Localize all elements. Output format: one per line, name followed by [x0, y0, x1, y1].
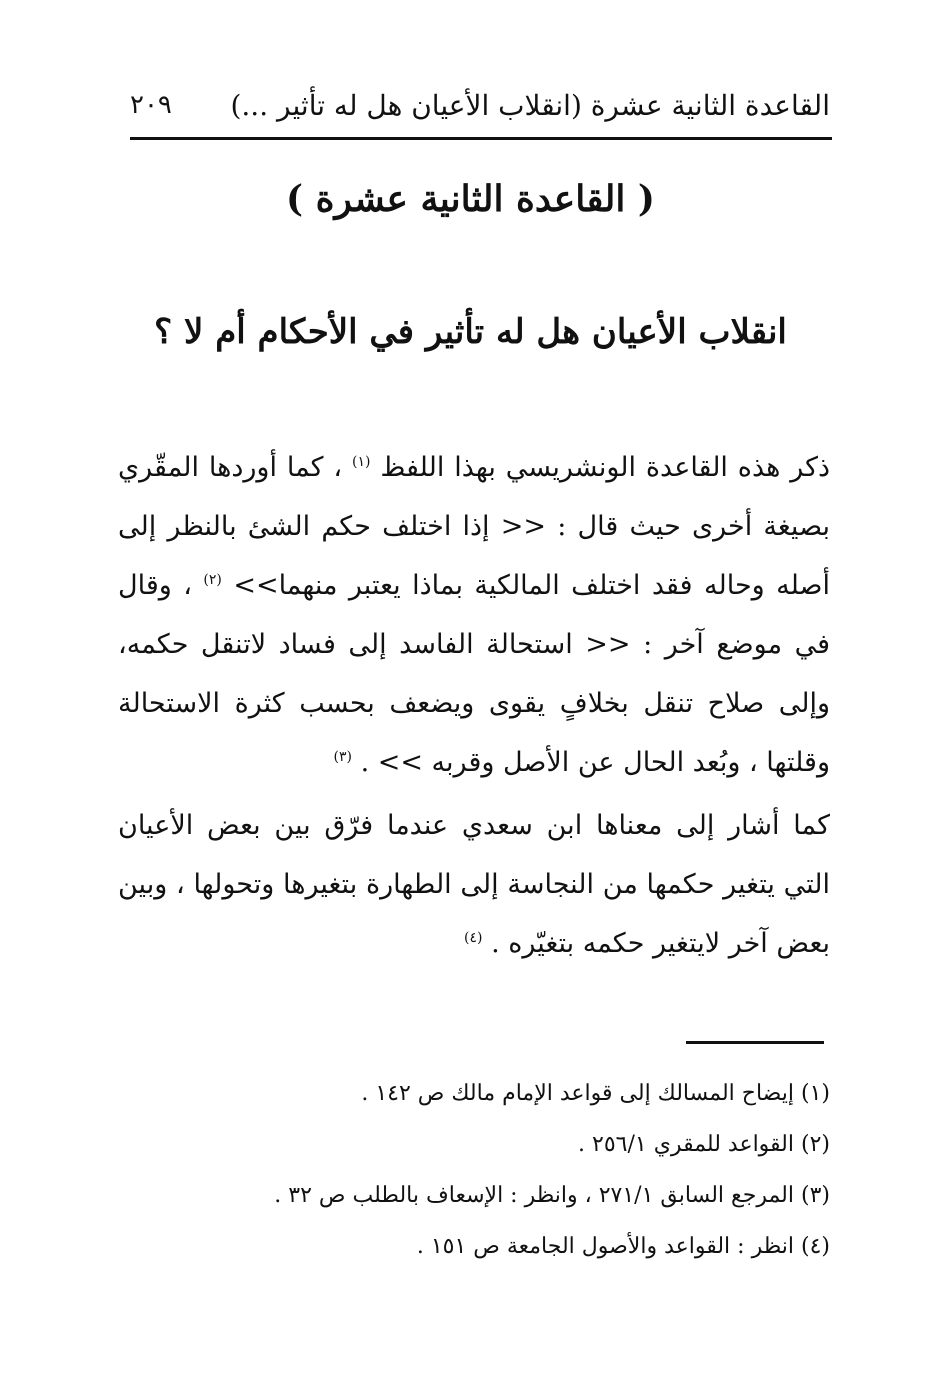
- paragraph-text: ، كما أوردها المقّري بصيغة أخرى حيث قال : << إذا اختلف حكم الشئ بالنظر إلى أصله وحاله فقد اختلف المالكية بماذا يعتبر منهما>>: [118, 452, 830, 601]
- running-title: القاعدة الثانية عشرة (انقلاب الأعيان هل له تأثير ...): [230, 88, 830, 122]
- footnote-ref: (٤): [464, 930, 483, 946]
- body-paragraph: [118, 796, 830, 973]
- header-rule: [130, 137, 832, 140]
- footnote: (١) إيضاح المسالك إلى قواعد الإمام مالك ص ١٤٢ .: [361, 1081, 830, 1106]
- footnotes: [150, 1068, 830, 1272]
- body-text: [118, 438, 830, 973]
- footnote: (٣) المرجع السابق ٢٧١/١ ، وانظر : الإسعاف بالطلب ص ٣٢ .: [274, 1183, 830, 1208]
- chapter-title: ( القاعدة الثانية عشرة ): [286, 178, 655, 220]
- footnote-ref: (٣): [333, 749, 352, 765]
- running-header: [130, 80, 830, 130]
- page-number: ٢٠٩: [130, 90, 172, 120]
- paragraph-text: كما أشار إلى معناها ابن سعدي عندما فرّق بين بعض الأعيان التي يتغير حكمها من النجاسة إلى الطهارة بتغيرها وتحولها ، وبين بعض آخر لايتغير حكمه بتغيّره .: [118, 810, 830, 959]
- footnote-ref: (١): [352, 454, 371, 470]
- footnote-ref: (٢): [203, 572, 222, 588]
- footnote-rule: [686, 1041, 824, 1044]
- footnote: (٤) انظر : القواعد والأصول الجامعة ص ١٥١ .: [416, 1234, 830, 1259]
- body-paragraph: [118, 438, 830, 792]
- paragraph-text: ذكر هذه القاعدة الونشريسي بهذا اللفظ: [380, 452, 831, 483]
- rule-heading: انقلاب الأعيان هل له تأثير في الأحكام أم لا ؟: [154, 312, 787, 352]
- paragraph-text: ، وقال في موضع آخر : << استحالة الفاسد إلى فساد لاتنقل حكمه، وإلى صلاح تنقل بخلافٍ يقوى ويضعف بحسب كثرة الاستحالة وقلتها ، وبُعد الحال عن الأصل وقربه >> .: [118, 570, 830, 778]
- footnote: (٢) القواعد للمقري ٢٥٦/١ .: [578, 1132, 830, 1157]
